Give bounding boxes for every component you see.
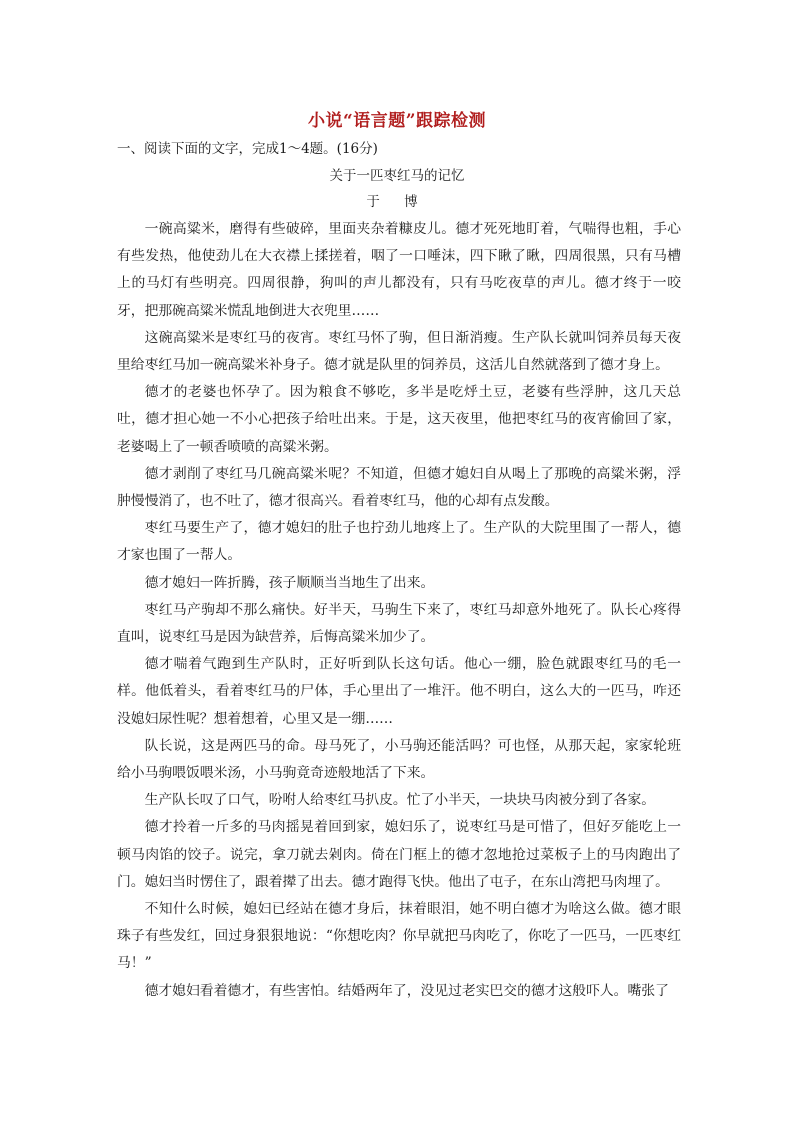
paragraph: 枣红马产驹却不那么痛快。好半天，马驹生下来了，枣红马却意外地死了。队长心疼得直叫，说枣红马是因为缺营养，后悔高粱米加少了。 <box>117 601 681 646</box>
paragraph: 这碗高粱米是枣红马的夜宵。枣红马怀了驹，但日渐消瘦。生产队长就叫饲养员每天夜里给枣红马加一碗高粱米补身子。德才就是队里的饲养员，这活儿自然就落到了德才身上。 <box>117 329 681 374</box>
paragraph: 队长说，这是两匹马的命。母马死了，小马驹还能活吗？可也怪，从那天起，家家轮班给小马驹喂饭喂米汤，小马驹竟奇迹般地活了下来。 <box>117 737 681 782</box>
question-instruction: 一、阅读下面的文字，完成1～4题。(16分) <box>117 141 378 157</box>
paragraph: 不知什么时候，媳妇已经站在德才身后，抹着眼泪，她不明白德才为啥这么做。德才眼珠子有些发红，回过身狠狠地说：“你想吃肉？你早就把马肉吃了，你吃了一匹马，一匹枣红马！” <box>117 901 681 972</box>
page-title: 小说“语言题”跟踪检测 <box>307 111 487 131</box>
paragraph: 德才媳妇看着德才，有些害怕。结婚两年了，没见过老实巴交的德才这般吓人。嘴张了 <box>144 982 669 999</box>
story-body <box>117 216 681 1005</box>
paragraph: 德才剥削了枣红马几碗高粱米呢？不知道，但德才媳妇自从喝上了那晚的高粱米粥，浮肿慢慢消了，也不吐了，德才很高兴。看着枣红马，他的心却有点发酸。 <box>117 465 681 510</box>
paragraph: 生产队长叹了口气，吩咐人给枣红马扒皮。忙了小半天，一块块马肉被分到了各家。 <box>144 792 656 809</box>
paragraph: 德才媳妇一阵折腾，孩子顺顺当当地生了出来。 <box>144 574 435 591</box>
paragraph: 德才的老婆也怀孕了。因为粮食不够吃，多半是吃烀土豆，老婆有些浮肿，这几天总吐，德才担心她一不小心把孩子给吐出来。于是，这天夜里，他把枣红马的夜宵偷回了家，老婆喝上了一顿香喷喷的高粱米粥。 <box>117 384 681 455</box>
paragraph: 一碗高粱米，磨得有些破碎，里面夹杂着糠皮儿。德才死死地盯着，气喘得也粗，手心有些发热，他使劲儿在大衣襟上揉搓着，咽了一口唾沫，四下瞅了瞅，四周很黑，只有马槽上的马灯有些明亮。四周很静，狗叫的声儿都没有，只有马吃夜草的声儿。德才终于一咬牙，把那碗高粱米慌乱地倒进大衣兜里…… <box>117 221 681 319</box>
paragraph: 德才喘着气跑到生产队时，正好听到队长这句话。他心一绷，脸色就跟枣红马的毛一样。他低着头，看着枣红马的尸体，手心里出了一堆汗。他不明白，这么大的一匹马，咋还没媳妇尿性呢？想着想着，心里又是一绷…… <box>117 656 681 727</box>
story-author: 于 博 <box>366 194 428 210</box>
paragraph: 枣红马要生产了，德才媳妇的肚子也拧劲儿地疼上了。生产队的大院里围了一帮人，德才家也围了一帮人。 <box>117 520 681 564</box>
paragraph: 德才拎着一斤多的马肉摇晃着回到家，媳妇乐了，说枣红马是可惜了，但好歹能吃上一顿马肉馅的饺子。说完，拿刀就去剁肉。倚在门框上的德才忽地抢过菜板子上的马肉跑出了门。媳妇当时愣住了，跟着撵了出去。德才跑得飞快。他出了屯子，在东山湾把马肉埋了。 <box>117 819 681 890</box>
story-title: 关于一匹枣红马的记忆 <box>329 168 465 184</box>
